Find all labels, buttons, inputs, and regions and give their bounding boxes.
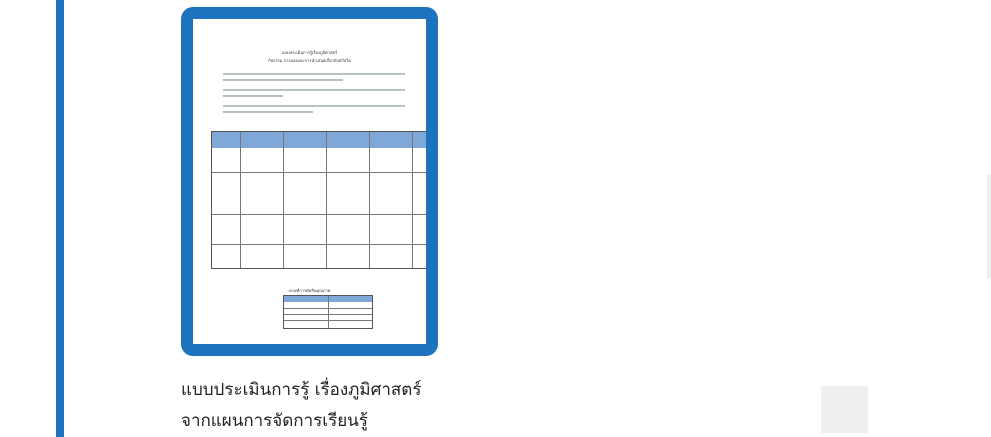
caption-line-2[interactable]: จากแผนการจัดการเรียนรู้ [181, 411, 368, 431]
document-preview-page [193, 19, 426, 344]
doc-summary-title: เกณฑ์การตัดสินคุณภาพ [288, 288, 331, 293]
doc-assessment-table [211, 131, 426, 269]
placeholder-square [821, 386, 868, 433]
document-thumbnail[interactable] [181, 7, 438, 356]
doc-subtitle: กิจกรรม การมองและการนำเสนอเกี่ยวกับทวีปใด [268, 58, 351, 63]
caption-line-1[interactable]: แบบประเมินการรู้ เรื่องภูมิศาสตร์ [181, 380, 422, 400]
resource-caption[interactable] [181, 375, 541, 437]
left-accent-bar [56, 0, 64, 437]
scrollbar-track[interactable] [987, 174, 991, 278]
doc-summary-table [283, 295, 373, 329]
doc-title: แบบประเมินการรู้เรื่องภูมิศาสตร์ [281, 50, 338, 55]
